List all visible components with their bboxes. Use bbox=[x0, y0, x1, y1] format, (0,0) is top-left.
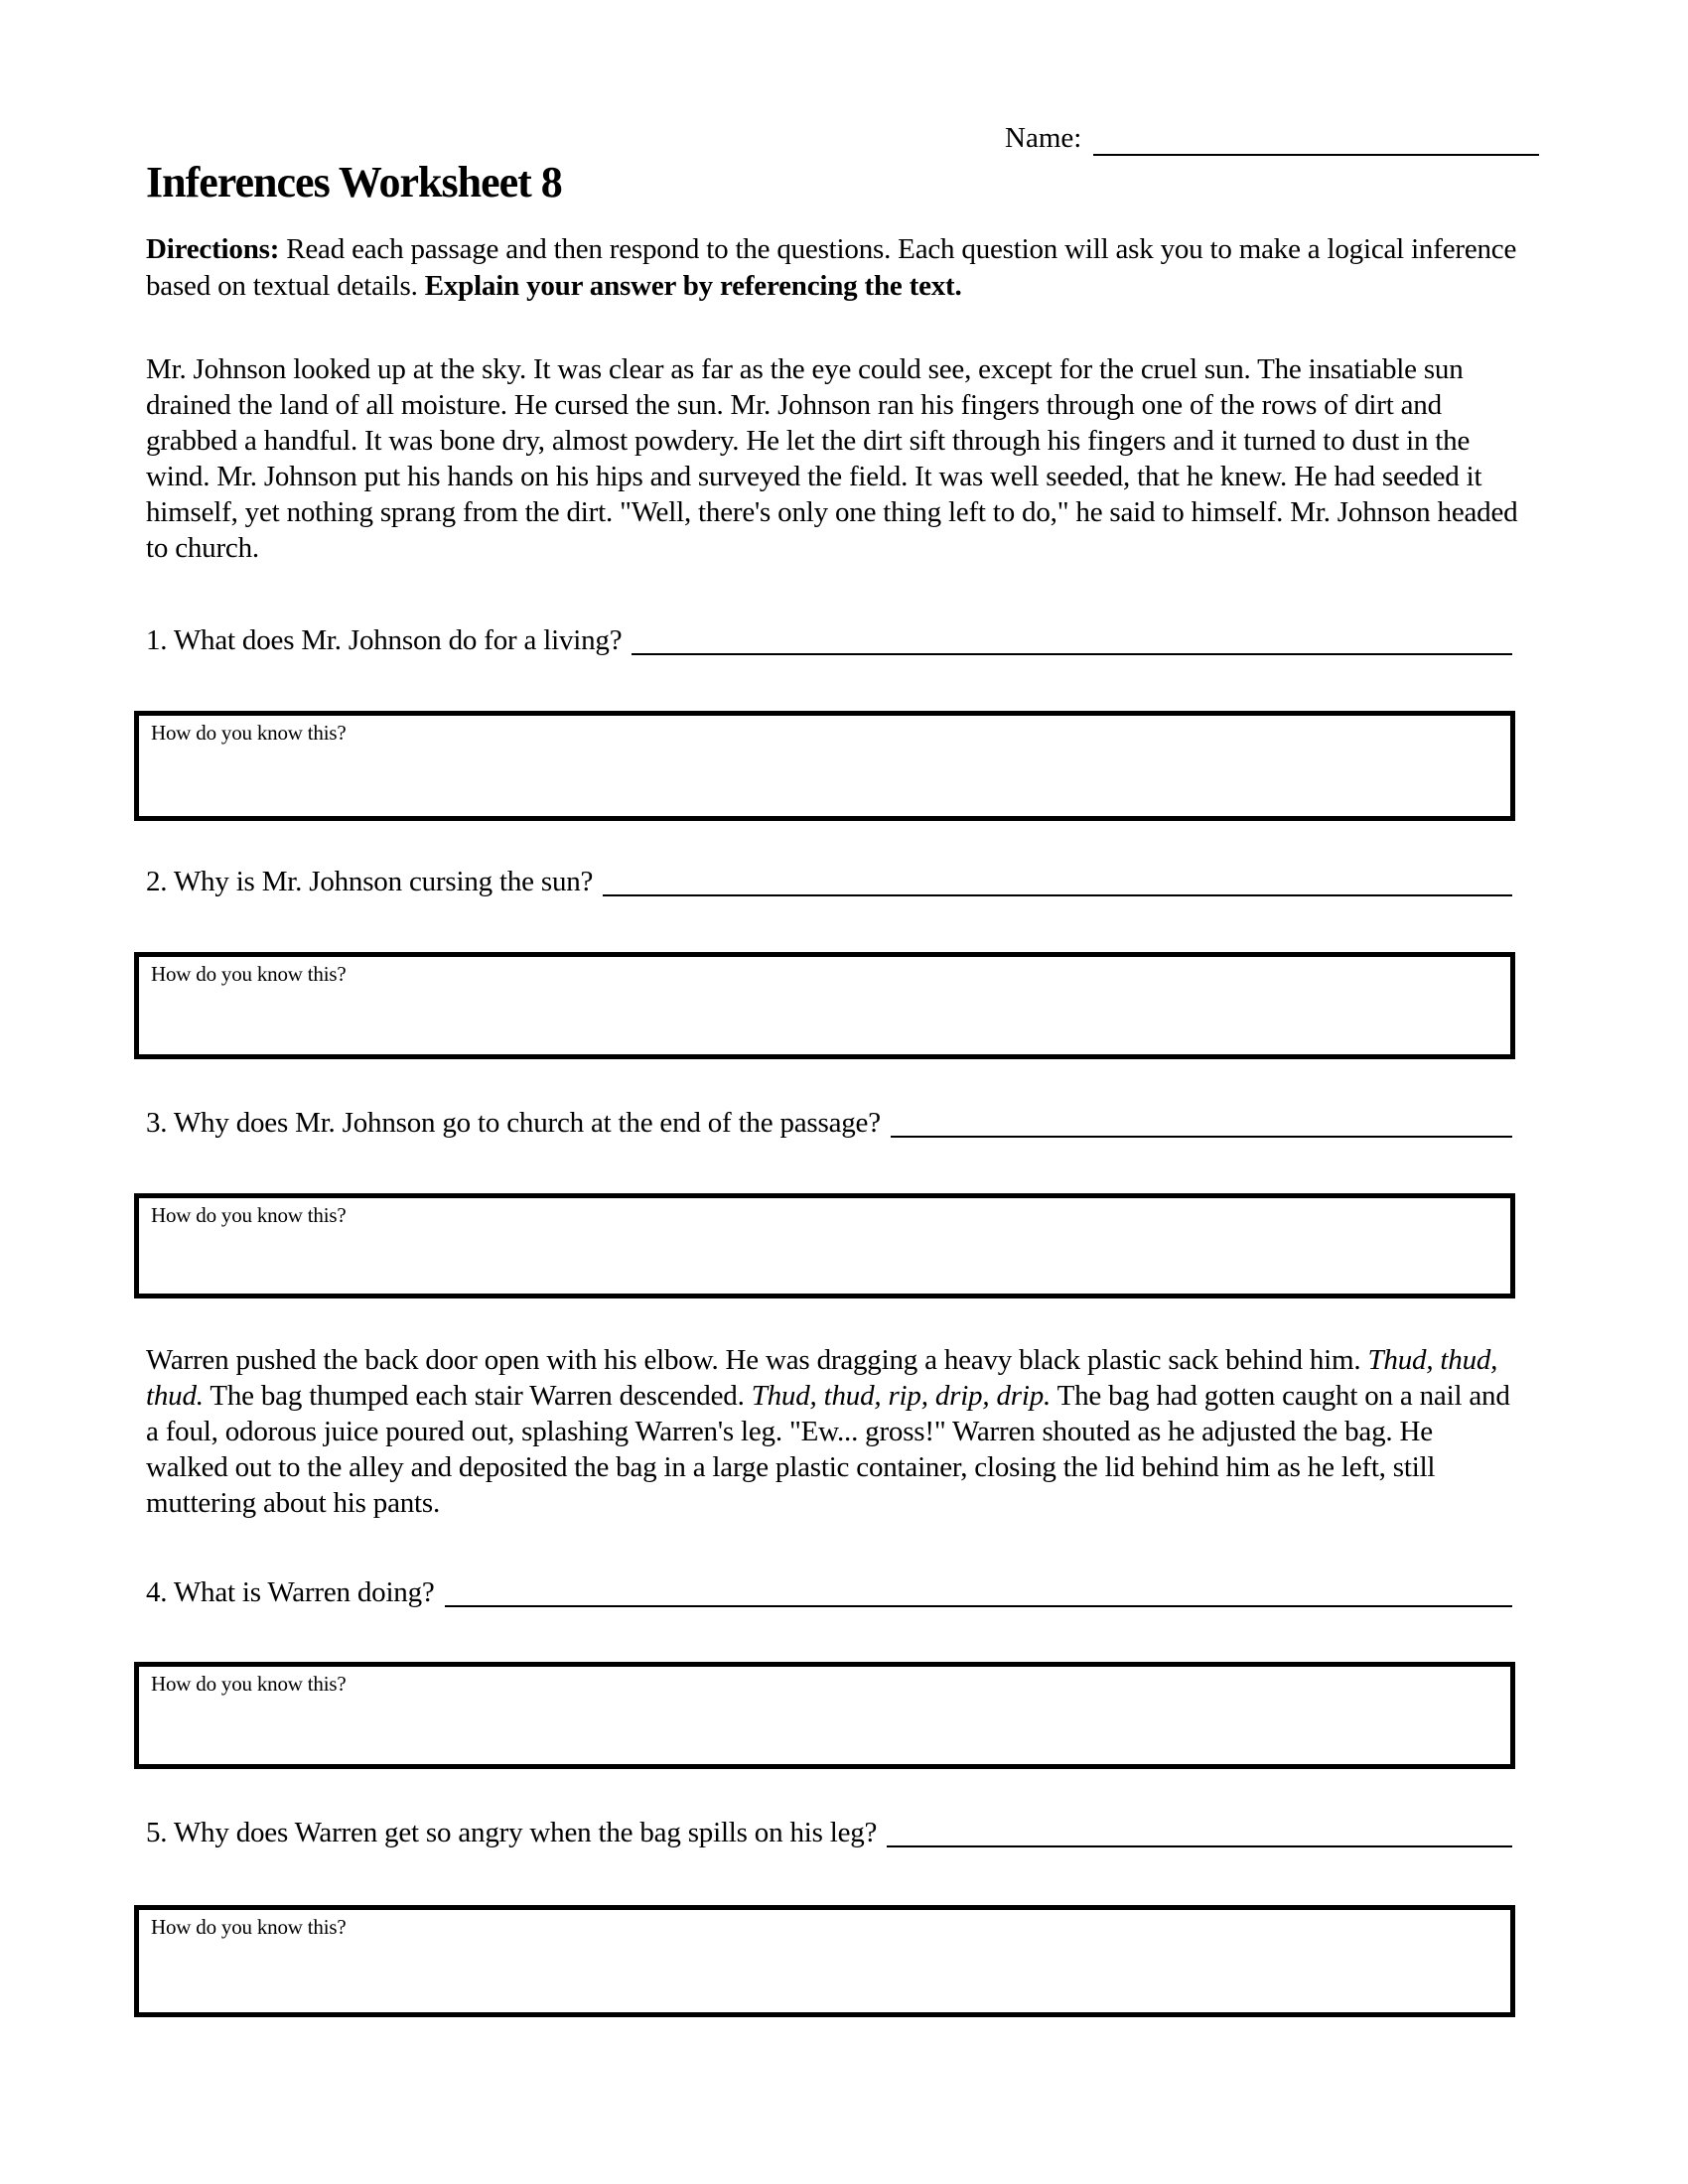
directions bbox=[146, 231, 1520, 305]
question-5-answer-blank bbox=[887, 1815, 1512, 1847]
name-field-row bbox=[1005, 120, 1539, 156]
question-2-answer-blank bbox=[603, 864, 1512, 896]
question-2-answer-box bbox=[134, 952, 1515, 1059]
answer-box-label: How do you know this? bbox=[151, 1915, 347, 1939]
question-5-text: 5. Why does Warren get so angry when the bag spills on his leg? bbox=[146, 1817, 878, 1848]
question-2 bbox=[146, 864, 1512, 899]
passage-1: Mr. Johnson looked up at the sky. It was clear as far as the eye could see, except for the cruel sun. The insatiable sun drained the land of all moisture. He cursed the sun. Mr. Johnson ran his fingers through one of the rows of dirt and grabbed a handful. It was bone dry, almost powdery. He let the dirt sift through his fingers and it turned to dust in the wind. Mr. Johnson put his hands on his hips and surveyed the field. It was well seeded, that he knew. He had seeded it himself, yet nothing sprang from the dirt. "Well, there's only one thing left to do," he said to himself. Mr. Johnson headed to church. bbox=[146, 353, 1518, 564]
answer-box-label: How do you know this? bbox=[151, 1672, 347, 1696]
answer-box-label: How do you know this? bbox=[151, 1203, 347, 1227]
question-3-answer-blank bbox=[891, 1105, 1512, 1138]
passage-2-italic-sound: Thud, thud, thud. bbox=[146, 1344, 1498, 1412]
passage-2 bbox=[146, 1342, 1520, 1521]
passage-2-part: The bag had gotten caught on a nail and a foul, odorous juice poured out, splashing Warren's leg. "Ew... gross!" Warren shouted as he adjusted the bag. He walked out to the alley and deposited the bag in a large plastic container, closing the lid behind him as he left, still muttering about his pants. bbox=[146, 1380, 1510, 1519]
page-title: Inferences Worksheet 8 bbox=[146, 158, 562, 206]
question-4 bbox=[146, 1574, 1512, 1610]
answer-box-label: How do you know this? bbox=[151, 962, 347, 986]
passage-2-part: Warren pushed the back door open with his elbow. He was dragging a heavy black plastic sack behind him. bbox=[146, 1344, 1368, 1376]
question-3-answer-box bbox=[134, 1193, 1515, 1298]
question-2-text: 2. Why is Mr. Johnson cursing the sun? bbox=[146, 866, 594, 897]
directions-label: Directions: bbox=[146, 233, 280, 265]
question-4-text: 4. What is Warren doing? bbox=[146, 1576, 435, 1608]
question-3 bbox=[146, 1105, 1512, 1141]
question-1 bbox=[146, 622, 1512, 658]
question-1-text: 1. What does Mr. Johnson do for a living? bbox=[146, 624, 623, 656]
answer-box-label: How do you know this? bbox=[151, 721, 347, 745]
question-5 bbox=[146, 1815, 1512, 1850]
passage-2-part: The bag thumped each stair Warren descended. bbox=[203, 1380, 752, 1412]
name-label: Name: bbox=[1005, 122, 1082, 154]
name-blank-line bbox=[1093, 120, 1539, 156]
question-1-answer-box bbox=[134, 711, 1515, 821]
question-4-answer-blank bbox=[445, 1574, 1512, 1607]
directions-emphasis: Explain your answer by referencing the text. bbox=[424, 270, 962, 302]
directions-body: Read each passage and then respond to the questions. Each question will ask you to make a logical inference based on textual details. bbox=[146, 233, 1517, 302]
question-3-text: 3. Why does Mr. Johnson go to church at the end of the passage? bbox=[146, 1107, 881, 1139]
question-5-answer-box bbox=[134, 1905, 1515, 2017]
question-4-answer-box bbox=[134, 1662, 1515, 1769]
question-1-answer-blank bbox=[632, 622, 1512, 655]
passage-2-italic-sound: Thud, thud, rip, drip, drip. bbox=[751, 1380, 1052, 1412]
